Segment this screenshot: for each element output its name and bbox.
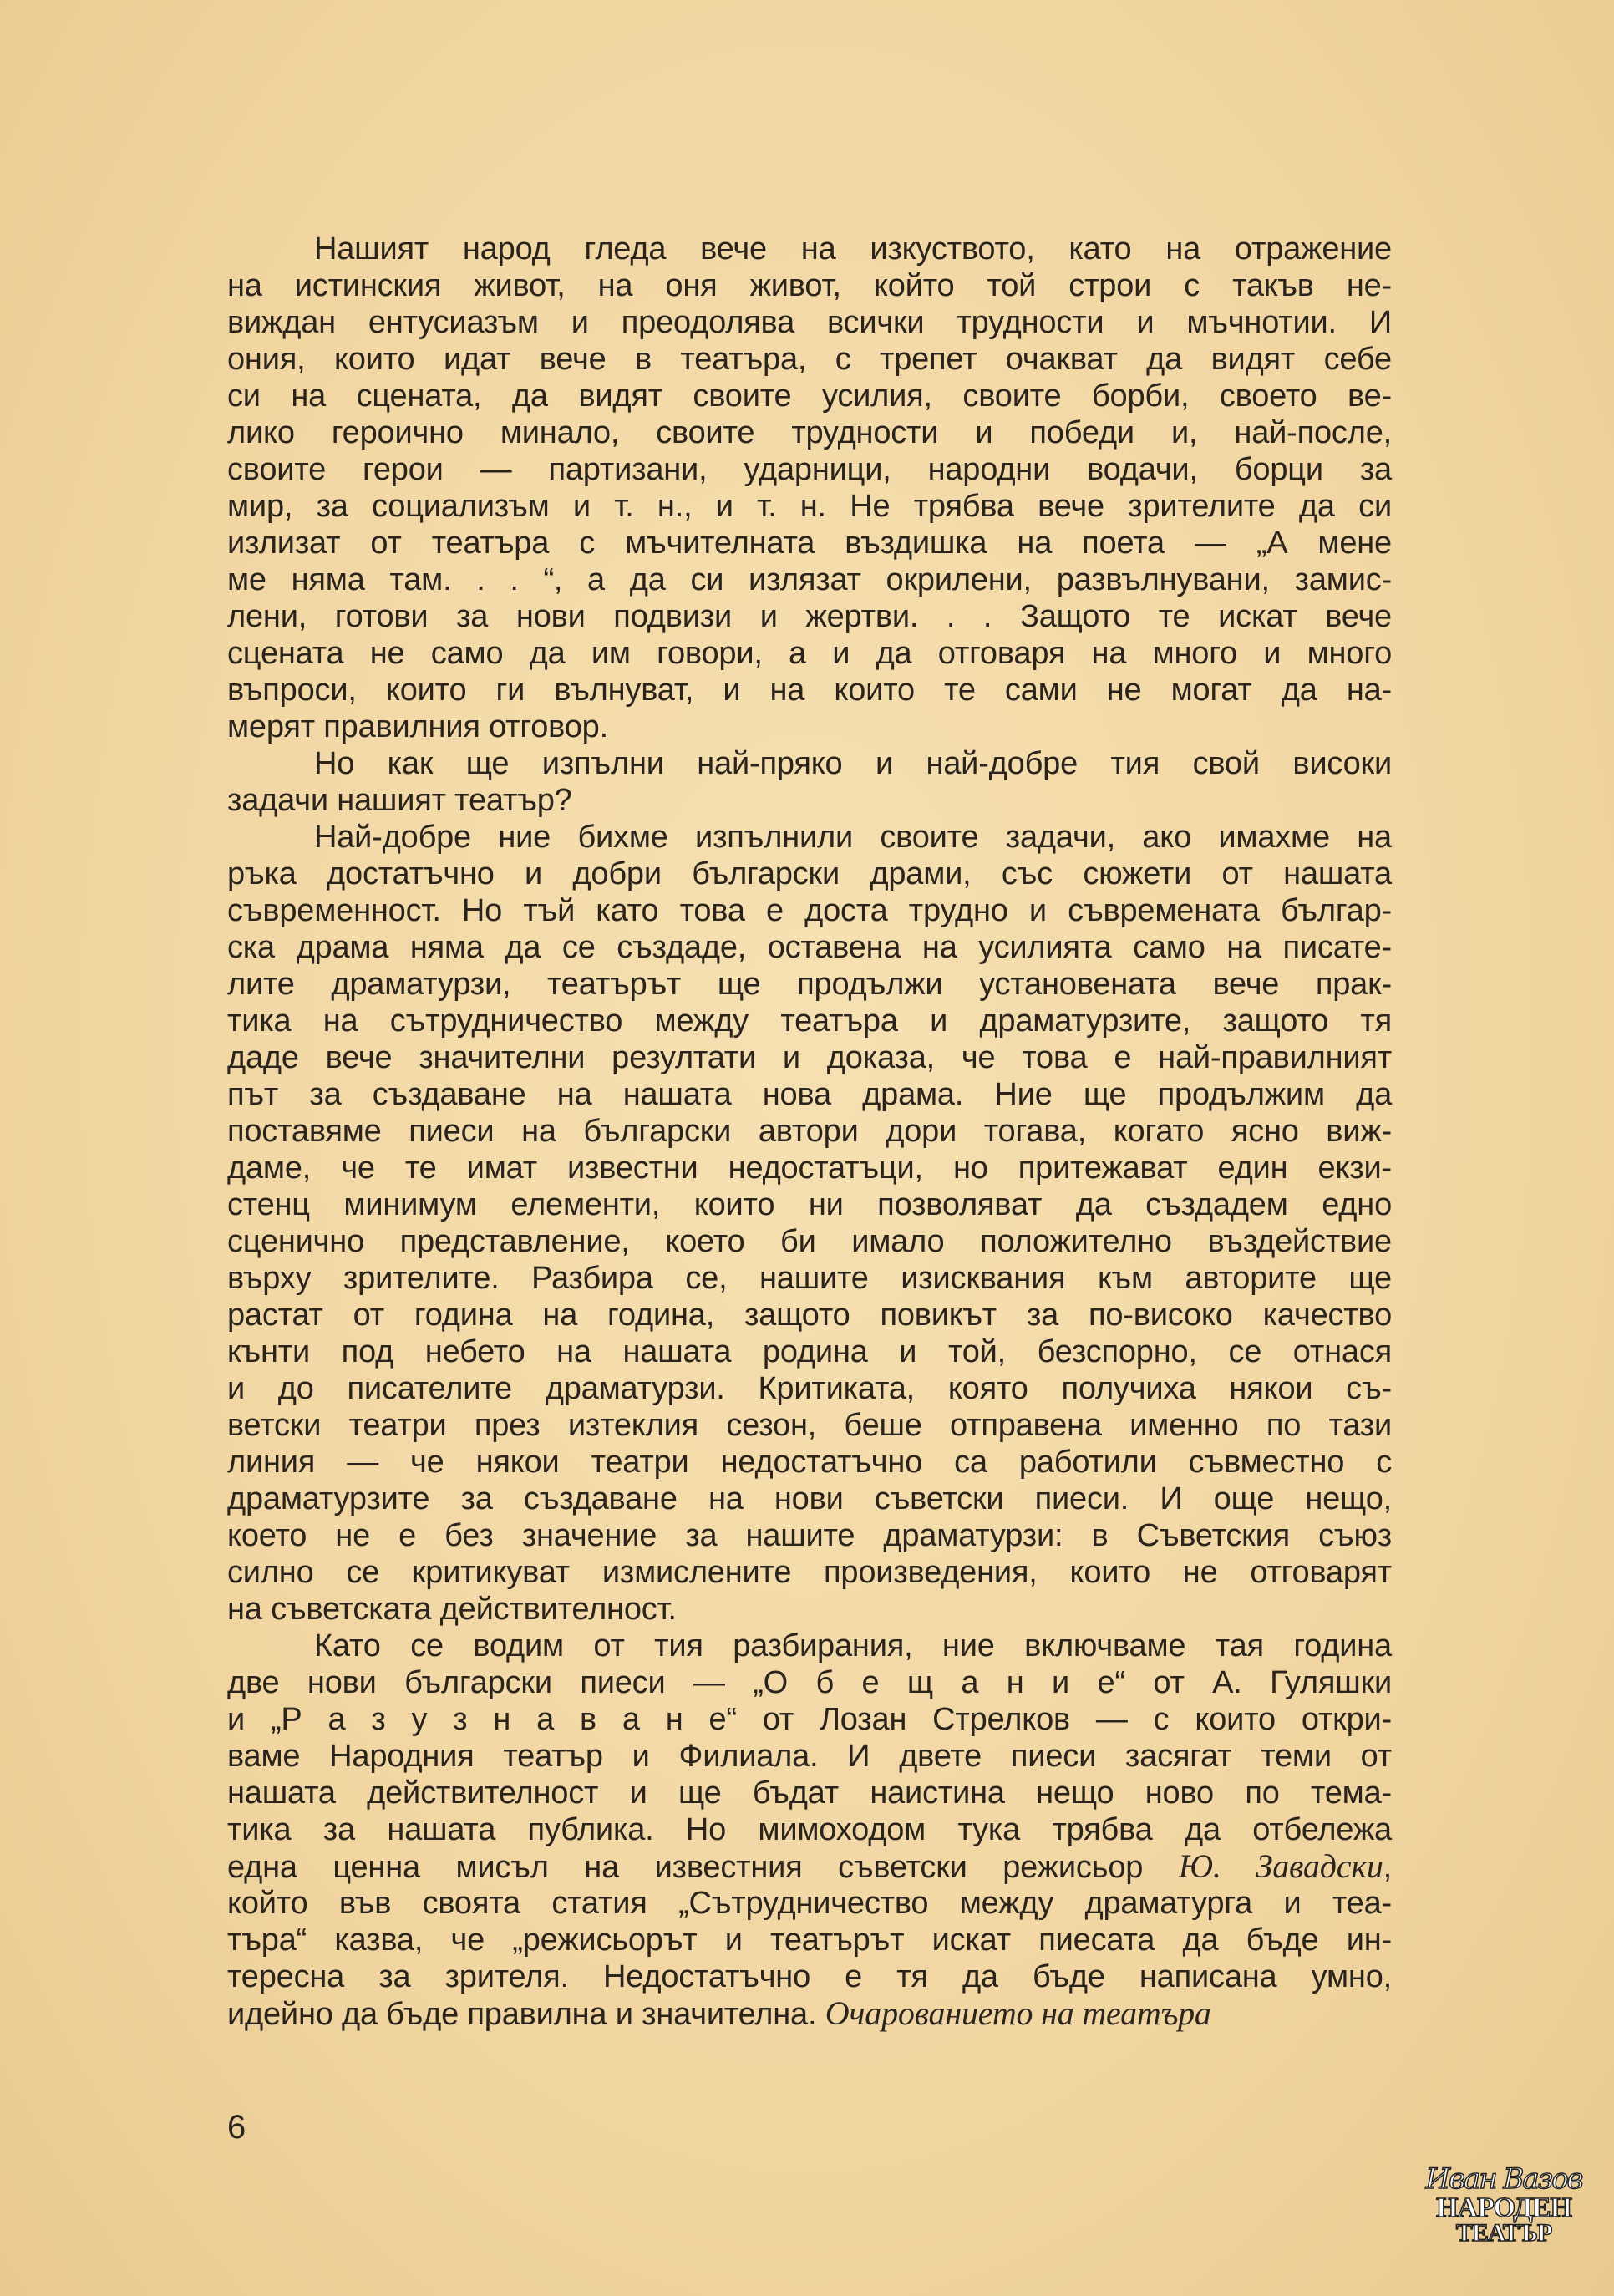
text-line: ска драма няма да се създаде, оставена на усилията само на писате-: [227, 930, 1392, 965]
paragraph: [227, 819, 1392, 1628]
text-line: излизат от театъра с мъчителната въздишка на поета — „А мене: [227, 526, 1392, 561]
text-line: две нови български пиеси — „О б е щ а н и е“ от А. Гуляшки: [227, 1665, 1392, 1700]
text-line: ваме Народния театър и Филиала. И двете пиеси засягат теми от: [227, 1739, 1392, 1774]
text-line: на истинския живот, на оня живот, който той строи с такъв не-: [227, 268, 1392, 303]
text-line: задачи нашият театър?: [227, 783, 572, 818]
text-line: лико героично минало, своите трудности и победи и, най-после,: [227, 415, 1392, 450]
italic-text: Ю. Завадски: [1178, 1847, 1383, 1885]
text-line: поставяме пиеси на български автори дори тогава, когато ясно виж-: [227, 1114, 1392, 1149]
text-line: мерят правилния отговор.: [227, 709, 608, 744]
text-line: ветски театри през изтеклия сезон, беше отправена именно по тази: [227, 1408, 1392, 1443]
text-line: растат от година на година, защото повикът за по-високо качество: [227, 1298, 1392, 1333]
text-line: своите герои — партизани, ударници, народни водачи, борци за: [227, 452, 1392, 487]
text-line: драматурзите за създаване на нови съветски пиеси. И още нещо,: [227, 1481, 1392, 1516]
page-number: 6: [227, 2109, 246, 2146]
paragraph: [227, 231, 1392, 745]
text-line: стенц минимум елементи, които ни позволяват да създадем едно: [227, 1187, 1392, 1222]
article-body: [227, 231, 1392, 2032]
text-line: силно се критикуват измислените произведения, които не отговарят: [227, 1555, 1392, 1590]
text-line: върху зрителите. Разбира се, нашите изисквания към авторите ще: [227, 1261, 1392, 1296]
text-line: [227, 1995, 1392, 2032]
text-line: сценично представление, което би имало положително въздействие: [227, 1224, 1392, 1259]
text-segment: ,: [1383, 1850, 1392, 1885]
text-line: си на сцената, да видят своите усилия, своите борби, своето ве-: [227, 378, 1392, 414]
text-line: на съветската действителност.: [227, 1592, 677, 1627]
logo-line-1: НАРОДЕН: [1436, 2192, 1571, 2223]
text-line: ония, които идат вече в театъра, с трепет очакват да видят себе: [227, 342, 1392, 377]
text-line: сцената не само да им говори, а и да отговаря на много и много: [227, 636, 1392, 671]
text-line: ме няма там. . . “, а да си излязат окрилени, развълнувани, замис-: [227, 562, 1392, 597]
text-line: тика на сътрудничество между театъра и драматурзите, защото тя: [227, 1003, 1392, 1039]
text-line: даме, че те имат известни недостатъци, но притежават един екзи-: [227, 1151, 1392, 1186]
text-line: лени, готови за нови подвизи и жертви. . . Защото те искат вече: [227, 599, 1392, 634]
text-line: ръка достатъчно и добри български драми, със сюжети от нашата: [227, 856, 1392, 891]
text-line: кънти под небето на нашата родина и той, безспорно, се отнася: [227, 1334, 1392, 1369]
text-line: тика за нашата публика. Но мимоходом тука трябва да отбележа: [227, 1812, 1392, 1847]
text-segment: идейно да бъде правилна и значителна.: [227, 1997, 825, 2032]
text-line: Като се водим от тия разбирания, ние включваме тая година: [314, 1628, 1392, 1664]
text-line: и „Р а з у з н а в а н е“ от Лозан Стрелков — с които откри-: [227, 1702, 1392, 1737]
text-line: тересна за зрителя. Недостатъчно е тя да бъде написана умно,: [227, 1959, 1392, 1994]
logo-script-text: Иван Вазов: [1425, 2162, 1582, 2196]
text-line: виждан ентусиазъм и преодолява всички трудности и мъчнотии. И: [227, 305, 1392, 340]
paragraph: [227, 1628, 1392, 2032]
text-line: лите драматурзи, театърът ще продължи установената вече прак-: [227, 967, 1392, 1002]
text-line: път за създаване на нашата нова драма. Ние ще продължим да: [227, 1077, 1392, 1112]
italic-text: Очарованието на театъра: [825, 1994, 1211, 2032]
text-line: Но как ще изпълни най-пряко и най-добре тия свой високи: [314, 746, 1392, 781]
text-line: въпроси, които ги вълнуват, и на които те сами не могат да на-: [227, 673, 1392, 708]
text-segment: една ценна мисъл на известния съветски режисьор: [227, 1850, 1179, 1885]
text-line: което не е без значение за нашите драматурзи: в Съветския съюз: [227, 1518, 1392, 1553]
text-line: Нашият народ гледа вече на изкуството, като на отражение: [314, 231, 1392, 267]
text-line: който във своята статия „Сътрудничество между драматурга и теа-: [227, 1886, 1392, 1921]
logo-line-2: ТЕАТЪР: [1455, 2219, 1552, 2247]
text-line: даде вече значителни резултати и доказа, че това е най-правилният: [227, 1040, 1392, 1075]
paragraph: [227, 745, 1392, 819]
text-line: Най-добре ние бихме изпълнили своите задачи, ако имахме на: [314, 820, 1392, 855]
text-line: търа“ казва, че „режисьорът и театърът искат пиесата да бъде ин-: [227, 1923, 1392, 1958]
text-line: линия — че някои театри недостатъчно са работили съвместно с: [227, 1445, 1392, 1480]
text-line: мир, за социализъм и т. н., и т. н. Не трябва вече зрителите да си: [227, 489, 1392, 524]
text-line: нашата действителност и ще бъдат наистина нещо ново по тема-: [227, 1775, 1392, 1811]
text-line: [227, 1848, 1392, 1885]
text-line: съвременност. Но тъй като това е доста трудно и съвремената българ-: [227, 893, 1392, 928]
national-theatre-logo: [1420, 2162, 1587, 2246]
text-line: и до писателите драматурзи. Критиката, която получиха някои съ-: [227, 1371, 1392, 1406]
